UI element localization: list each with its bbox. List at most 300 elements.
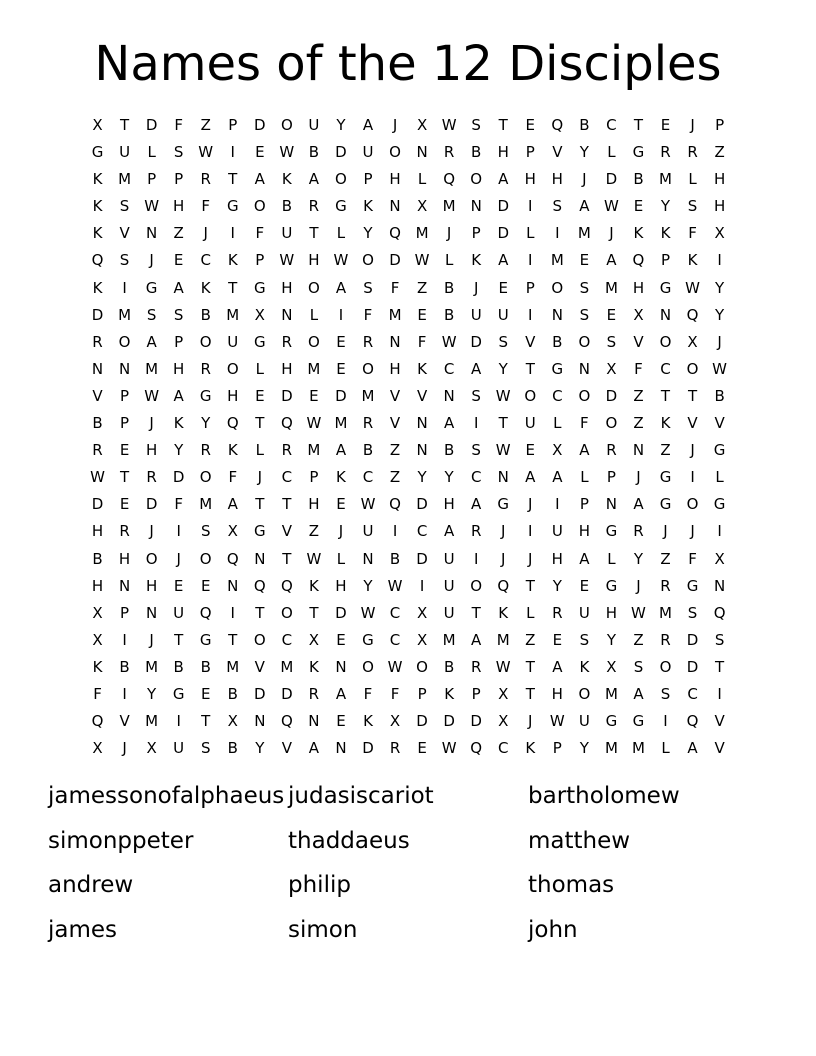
grid-letter[interactable]: X [92, 116, 103, 134]
grid-letter[interactable]: V [552, 143, 563, 162]
grid-letter[interactable]: R [92, 332, 103, 351]
grid-letter[interactable]: S [687, 603, 698, 622]
grid-letter[interactable]: M [145, 359, 159, 378]
grid-letter[interactable]: X [416, 603, 428, 622]
grid-letter[interactable]: P [525, 143, 535, 162]
grid-letter[interactable]: O [199, 332, 212, 351]
grid-letter[interactable]: G [497, 495, 510, 514]
grid-letter[interactable]: D [145, 495, 158, 514]
grid-letter[interactable]: H [145, 576, 158, 595]
grid-letter[interactable]: W [198, 143, 214, 162]
grid-letter[interactable]: N [254, 712, 266, 731]
grid-letter[interactable]: K [633, 224, 644, 243]
grid-letter[interactable]: C [281, 630, 293, 649]
grid-letter[interactable]: N [416, 143, 428, 162]
grid-letter[interactable]: P [579, 495, 589, 514]
grid-letter[interactable]: P [309, 468, 319, 487]
grid-letter[interactable]: P [606, 468, 616, 487]
grid-letter[interactable]: Q [199, 603, 212, 622]
grid-letter[interactable]: F [93, 684, 102, 703]
grid-letter[interactable]: S [173, 305, 184, 324]
grid-letter[interactable]: H [551, 170, 563, 189]
grid-letter[interactable]: T [282, 495, 292, 514]
grid-letter[interactable]: V [119, 224, 130, 243]
grid-letter[interactable]: A [471, 359, 482, 378]
grid-letter[interactable]: C [497, 739, 509, 758]
grid-letter[interactable]: D [145, 116, 158, 134]
grid-letter[interactable]: W [387, 657, 403, 676]
grid-letter[interactable]: G [659, 468, 672, 487]
grid-letter[interactable]: I [338, 305, 344, 324]
grid-letter[interactable]: W [360, 495, 376, 514]
grid-letter[interactable]: R [200, 441, 211, 460]
grid-letter[interactable]: A [227, 495, 238, 514]
grid-letter[interactable]: P [120, 386, 130, 405]
grid-letter[interactable]: R [200, 359, 211, 378]
grid-letter[interactable]: H [713, 197, 726, 216]
grid-letter[interactable]: X [227, 712, 238, 731]
grid-letter[interactable]: T [255, 603, 265, 622]
grid-letter[interactable]: X [552, 441, 563, 460]
grid-letter[interactable]: G [686, 576, 699, 595]
grid-letter[interactable]: Q [551, 116, 564, 134]
grid-letter[interactable]: E [336, 359, 346, 378]
grid-letter[interactable]: A [498, 251, 509, 270]
grid-letter[interactable]: M [631, 739, 645, 758]
grid-letter[interactable]: D [254, 684, 266, 703]
grid-letter[interactable]: A [525, 468, 536, 487]
grid-letter[interactable]: V [254, 657, 265, 676]
grid-letter[interactable]: N [362, 549, 374, 568]
grid-letter[interactable]: I [555, 224, 560, 243]
grid-letter[interactable]: O [578, 386, 591, 405]
grid-letter[interactable]: R [606, 441, 617, 460]
grid-letter[interactable]: Y [444, 468, 454, 487]
grid-letter[interactable]: Z [525, 630, 536, 649]
grid-letter[interactable]: C [606, 116, 617, 134]
grid-letter[interactable]: A [606, 251, 617, 270]
grid-letter[interactable]: J [636, 468, 641, 487]
grid-letter[interactable]: X [146, 739, 157, 758]
grid-letter[interactable]: D [362, 739, 374, 758]
grid-letter[interactable]: A [552, 657, 563, 676]
grid-letter[interactable]: E [255, 386, 265, 405]
grid-letter[interactable]: H [551, 684, 563, 703]
grid-letter[interactable]: F [390, 684, 400, 703]
grid-letter[interactable]: C [470, 468, 482, 487]
grid-letter[interactable]: B [443, 657, 455, 676]
grid-letter[interactable]: E [417, 739, 427, 758]
grid-letter[interactable]: X [606, 359, 617, 378]
grid-letter[interactable]: J [501, 549, 506, 568]
grid-letter[interactable]: R [660, 143, 671, 162]
grid-letter[interactable]: M [388, 305, 402, 324]
grid-letter[interactable]: B [200, 657, 211, 676]
grid-letter[interactable]: R [687, 143, 698, 162]
grid-letter[interactable]: N [416, 441, 428, 460]
grid-letter[interactable]: P [525, 278, 535, 297]
grid-letter[interactable]: A [308, 170, 320, 189]
grid-letter[interactable]: X [498, 712, 509, 731]
grid-letter[interactable]: Y [633, 549, 644, 568]
grid-letter[interactable]: T [525, 657, 535, 676]
grid-letter[interactable]: U [281, 224, 293, 243]
grid-letter[interactable]: M [415, 224, 429, 243]
grid-letter[interactable]: Q [91, 712, 104, 731]
grid-letter[interactable]: Q [280, 712, 293, 731]
grid-letter[interactable]: X [92, 603, 103, 622]
grid-letter[interactable]: F [390, 278, 400, 297]
grid-letter[interactable]: F [174, 495, 183, 514]
grid-letter[interactable]: E [200, 576, 211, 595]
grid-letter[interactable]: E [579, 251, 590, 270]
grid-letter[interactable]: S [363, 278, 373, 297]
grid-letter[interactable]: K [308, 576, 319, 595]
grid-letter[interactable]: D [281, 684, 293, 703]
grid-letter[interactable]: P [363, 170, 373, 189]
grid-letter[interactable]: C [389, 630, 401, 649]
grid-letter[interactable]: Q [470, 739, 483, 758]
grid-letter[interactable]: V [281, 522, 292, 541]
grid-letter[interactable]: K [579, 657, 590, 676]
grid-letter[interactable]: H [497, 143, 509, 162]
grid-letter[interactable]: P [174, 170, 184, 189]
grid-letter[interactable]: A [471, 495, 482, 514]
grid-letter[interactable]: Y [174, 441, 184, 460]
grid-letter[interactable]: B [443, 278, 455, 297]
grid-letter[interactable]: R [660, 630, 671, 649]
grid-letter[interactable]: M [550, 251, 564, 270]
grid-letter[interactable]: I [663, 712, 668, 731]
grid-letter[interactable]: M [496, 630, 510, 649]
grid-letter[interactable]: H [227, 386, 239, 405]
grid-letter[interactable]: T [498, 414, 508, 433]
grid-letter[interactable]: A [362, 116, 374, 134]
grid-letter[interactable]: J [338, 522, 344, 541]
grid-letter[interactable]: J [203, 224, 208, 243]
grid-letter[interactable]: C [362, 468, 374, 487]
grid-letter[interactable]: W [441, 332, 457, 351]
grid-letter[interactable]: Z [714, 143, 725, 162]
grid-letter[interactable]: E [336, 332, 346, 351]
grid-letter[interactable]: S [498, 332, 508, 351]
grid-letter[interactable]: W [306, 414, 322, 433]
grid-letter[interactable]: O [362, 251, 374, 270]
grid-letter[interactable]: Q [686, 305, 699, 324]
grid-letter[interactable]: X [714, 549, 725, 568]
grid-letter[interactable]: L [336, 224, 346, 243]
grid-letter[interactable]: R [92, 441, 103, 460]
grid-letter[interactable]: S [606, 332, 617, 351]
grid-letter[interactable]: H [173, 359, 185, 378]
grid-letter[interactable]: G [605, 522, 618, 541]
grid-letter[interactable]: S [633, 657, 644, 676]
grid-letter[interactable]: Y [660, 197, 671, 216]
grid-letter[interactable]: P [120, 603, 130, 622]
grid-letter[interactable]: Z [173, 224, 184, 243]
grid-letter[interactable]: W [603, 197, 619, 216]
grid-letter[interactable]: K [92, 278, 103, 297]
grid-letter[interactable]: T [255, 414, 265, 433]
grid-letter[interactable]: R [552, 603, 563, 622]
grid-letter[interactable]: M [577, 224, 591, 243]
grid-letter[interactable]: C [687, 684, 698, 703]
grid-letter[interactable]: H [524, 170, 536, 189]
grid-letter[interactable]: N [335, 657, 347, 676]
grid-letter[interactable]: A [146, 332, 157, 351]
grid-letter[interactable]: I [528, 305, 533, 324]
grid-letter[interactable]: O [524, 386, 537, 405]
grid-letter[interactable]: T [687, 386, 698, 405]
grid-letter[interactable]: I [122, 684, 127, 703]
grid-letter[interactable]: O [686, 495, 699, 514]
grid-letter[interactable]: W [306, 549, 322, 568]
grid-letter[interactable]: W [685, 278, 700, 297]
grid-letter[interactable]: G [199, 630, 212, 649]
grid-letter[interactable]: X [606, 657, 617, 676]
grid-letter[interactable]: L [147, 143, 156, 162]
grid-letter[interactable]: U [497, 305, 509, 324]
grid-letter[interactable]: I [176, 712, 181, 731]
grid-letter[interactable]: Q [226, 549, 239, 568]
grid-letter[interactable]: X [416, 116, 428, 134]
grid-letter[interactable]: A [498, 170, 509, 189]
grid-letter[interactable]: Q [686, 712, 699, 731]
grid-letter[interactable]: H [551, 549, 563, 568]
grid-letter[interactable]: O [253, 197, 266, 216]
grid-letter[interactable]: Y [579, 143, 589, 162]
grid-letter[interactable]: E [336, 712, 346, 731]
grid-letter[interactable]: T [309, 603, 319, 622]
grid-letter[interactable]: N [227, 576, 239, 595]
grid-letter[interactable]: R [443, 143, 455, 162]
grid-letter[interactable]: L [607, 549, 616, 568]
grid-letter[interactable]: A [471, 630, 482, 649]
grid-letter[interactable]: Z [308, 522, 320, 541]
grid-letter[interactable]: Z [389, 468, 401, 487]
grid-letter[interactable]: B [227, 684, 238, 703]
grid-letter[interactable]: B [200, 305, 211, 324]
grid-letter[interactable]: E [119, 495, 130, 514]
grid-letter[interactable]: W [441, 116, 457, 134]
grid-letter[interactable]: I [122, 630, 127, 649]
grid-letter[interactable]: N [497, 468, 509, 487]
grid-letter[interactable]: R [146, 468, 157, 487]
grid-letter[interactable]: G [253, 278, 266, 297]
grid-letter[interactable]: C [416, 522, 428, 541]
grid-letter[interactable]: N [443, 386, 455, 405]
grid-letter[interactable]: M [659, 170, 672, 189]
grid-letter[interactable]: I [528, 197, 533, 216]
grid-letter[interactable]: K [200, 278, 211, 297]
grid-letter[interactable]: M [226, 305, 240, 324]
grid-letter[interactable]: G [362, 630, 374, 649]
grid-letter[interactable]: J [501, 522, 506, 541]
grid-letter[interactable]: A [633, 495, 644, 514]
grid-letter[interactable]: C [660, 359, 671, 378]
grid-letter[interactable]: F [363, 305, 373, 324]
grid-letter[interactable]: H [389, 170, 401, 189]
grid-letter[interactable]: W [144, 386, 160, 405]
grid-letter[interactable]: J [392, 116, 398, 134]
grid-letter[interactable]: G [226, 197, 239, 216]
grid-letter[interactable]: I [690, 468, 695, 487]
grid-letter[interactable]: I [528, 251, 533, 270]
grid-letter[interactable]: E [255, 143, 265, 162]
grid-letter[interactable]: P [552, 739, 562, 758]
grid-letter[interactable]: V [714, 414, 725, 433]
grid-letter[interactable]: W [414, 251, 430, 270]
grid-letter[interactable]: O [416, 657, 428, 676]
grid-letter[interactable]: T [119, 116, 130, 134]
grid-letter[interactable]: J [257, 468, 263, 487]
grid-letter[interactable]: V [416, 386, 428, 405]
grid-letter[interactable]: G [253, 332, 266, 351]
grid-letter[interactable]: S [579, 278, 590, 297]
grid-letter[interactable]: O [470, 170, 483, 189]
grid-letter[interactable]: D [335, 603, 347, 622]
grid-letter[interactable]: P [228, 116, 238, 134]
grid-letter[interactable]: T [201, 712, 211, 731]
grid-letter[interactable]: T [119, 468, 130, 487]
grid-letter[interactable]: O [226, 359, 239, 378]
grid-letter[interactable]: H [713, 170, 726, 189]
grid-letter[interactable]: I [230, 143, 235, 162]
grid-letter[interactable]: F [688, 224, 697, 243]
grid-letter[interactable]: Q [632, 251, 645, 270]
grid-letter[interactable]: D [497, 197, 509, 216]
grid-letter[interactable]: E [200, 684, 211, 703]
grid-letter[interactable]: K [92, 197, 103, 216]
grid-letter[interactable]: G [632, 712, 645, 731]
grid-letter[interactable]: M [442, 197, 456, 216]
grid-letter[interactable]: A [579, 549, 590, 568]
grid-letter[interactable]: O [118, 332, 131, 351]
grid-letter[interactable]: W [495, 657, 511, 676]
grid-letter[interactable]: P [660, 251, 671, 270]
grid-letter[interactable]: R [470, 657, 482, 676]
grid-letter[interactable]: D [497, 224, 509, 243]
grid-letter[interactable]: D [335, 143, 347, 162]
grid-letter[interactable]: C [552, 386, 563, 405]
grid-letter[interactable]: B [92, 414, 103, 433]
grid-letter[interactable]: A [308, 739, 320, 758]
grid-letter[interactable]: K [660, 414, 671, 433]
grid-letter[interactable]: Y [336, 116, 346, 134]
grid-letter[interactable]: H [91, 576, 104, 595]
grid-letter[interactable]: O [199, 549, 212, 568]
grid-letter[interactable]: B [633, 170, 644, 189]
grid-letter[interactable]: M [145, 712, 159, 731]
grid-letter[interactable]: M [659, 603, 672, 622]
grid-letter[interactable]: L [715, 468, 724, 487]
grid-letter[interactable]: K [92, 224, 103, 243]
grid-letter[interactable]: P [255, 251, 265, 270]
grid-letter[interactable]: R [362, 332, 374, 351]
grid-letter[interactable]: T [525, 684, 535, 703]
grid-letter[interactable]: O [253, 630, 266, 649]
grid-letter[interactable]: M [334, 414, 348, 433]
grid-letter[interactable]: O [145, 549, 158, 568]
grid-letter[interactable]: J [690, 441, 695, 460]
grid-letter[interactable]: S [119, 251, 130, 270]
grid-letter[interactable]: F [201, 197, 211, 216]
grid-letter[interactable]: U [308, 116, 320, 134]
grid-letter[interactable]: U [173, 603, 185, 622]
grid-letter[interactable]: H [335, 576, 347, 595]
grid-letter[interactable]: T [525, 576, 535, 595]
grid-letter[interactable]: Z [633, 414, 644, 433]
grid-letter[interactable]: L [526, 603, 535, 622]
grid-letter[interactable]: A [444, 414, 455, 433]
grid-letter[interactable]: J [122, 739, 127, 758]
grid-letter[interactable]: E [606, 305, 617, 324]
grid-letter[interactable]: T [525, 359, 535, 378]
grid-letter[interactable]: J [690, 522, 695, 541]
grid-letter[interactable]: M [604, 684, 618, 703]
grid-letter[interactable]: O [307, 278, 320, 297]
grid-letter[interactable]: D [470, 332, 482, 351]
grid-letter[interactable]: W [712, 359, 728, 378]
grid-letter[interactable]: G [335, 197, 347, 216]
grid-letter[interactable]: E [525, 441, 536, 460]
grid-letter[interactable]: N [146, 224, 158, 243]
grid-letter[interactable]: N [91, 359, 104, 378]
grid-letter[interactable]: V [714, 739, 725, 758]
grid-letter[interactable]: I [473, 414, 479, 433]
grid-letter[interactable]: N [118, 576, 131, 595]
grid-letter[interactable]: K [336, 468, 346, 487]
grid-letter[interactable]: O [280, 116, 293, 134]
grid-letter[interactable]: J [717, 332, 722, 351]
grid-letter[interactable]: X [308, 630, 320, 649]
grid-letter[interactable]: F [688, 549, 697, 568]
grid-letter[interactable]: N [632, 441, 645, 460]
grid-letter[interactable]: W [279, 143, 295, 162]
grid-letter[interactable]: U [524, 414, 536, 433]
grid-letter[interactable]: A [444, 522, 455, 541]
grid-letter[interactable]: F [634, 359, 643, 378]
grid-letter[interactable]: H [308, 495, 320, 514]
grid-letter[interactable]: Y [417, 468, 427, 487]
grid-letter[interactable]: T [228, 630, 238, 649]
grid-letter[interactable]: U [443, 603, 455, 622]
grid-letter[interactable]: Q [389, 495, 401, 514]
grid-letter[interactable]: I [528, 522, 533, 541]
grid-letter[interactable]: X [92, 739, 103, 758]
grid-letter[interactable]: V [389, 386, 401, 405]
grid-letter[interactable]: V [714, 712, 725, 731]
grid-letter[interactable]: H [578, 522, 590, 541]
grid-letter[interactable]: A [335, 278, 347, 297]
grid-letter[interactable]: I [717, 522, 722, 541]
grid-letter[interactable]: D [605, 170, 618, 189]
grid-letter[interactable]: G [145, 278, 158, 297]
grid-letter[interactable]: O [578, 332, 591, 351]
grid-letter[interactable]: E [173, 251, 184, 270]
grid-letter[interactable]: M [604, 278, 618, 297]
grid-letter[interactable]: I [392, 522, 398, 541]
grid-letter[interactable]: U [362, 143, 374, 162]
grid-letter[interactable]: S [200, 522, 211, 541]
grid-letter[interactable]: Q [497, 576, 510, 595]
grid-letter[interactable]: O [335, 170, 347, 189]
grid-letter[interactable]: V [119, 712, 130, 731]
grid-letter[interactable]: O [389, 143, 401, 162]
grid-letter[interactable]: L [336, 549, 346, 568]
grid-letter[interactable]: D [416, 495, 428, 514]
grid-letter[interactable]: Z [200, 116, 211, 134]
